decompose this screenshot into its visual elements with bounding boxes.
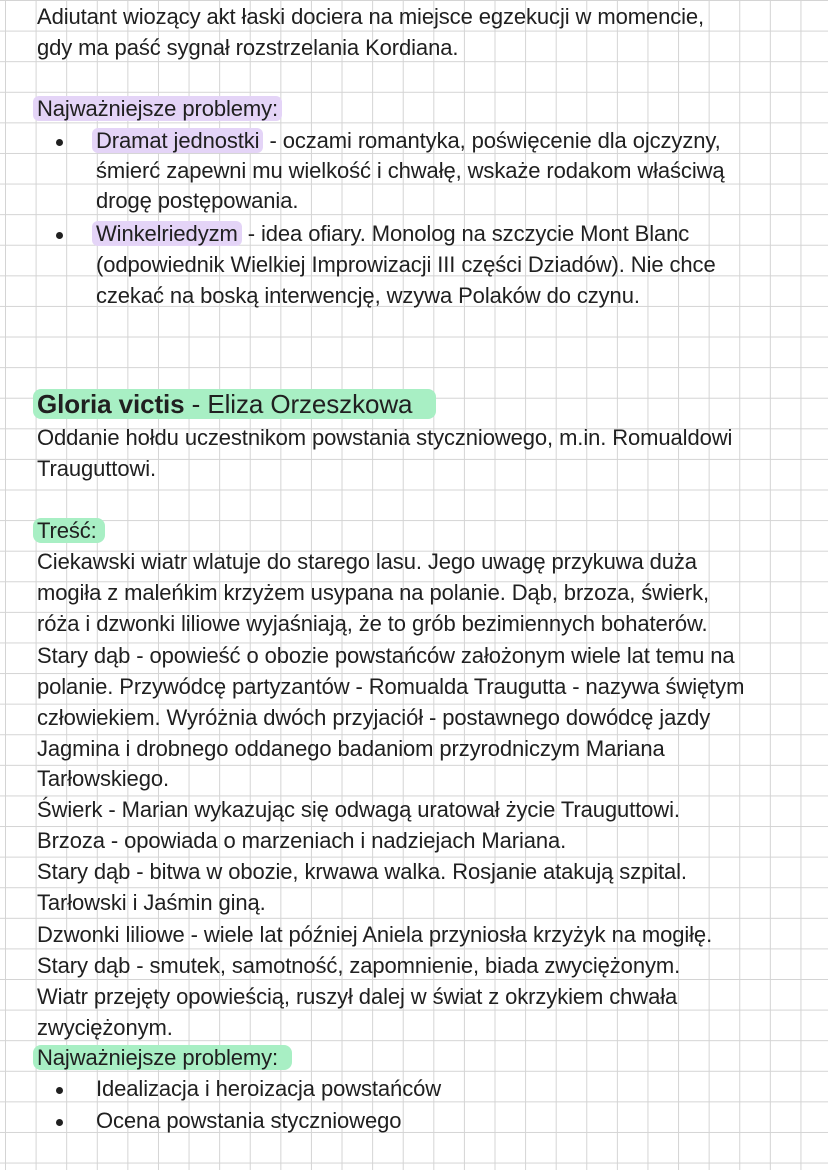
bullet-item-line: czekać na boską interwencję, wzywa Polaków do czynu. — [96, 283, 640, 308]
work-title-highlight — [33, 389, 436, 419]
content-line: Świerk - Marian wykazując się odwagą uratował życie Trauguttowi. — [37, 797, 680, 822]
content-line: Brzoza - opowiada o marzeniach i nadziejach Mariana. — [37, 828, 567, 853]
content-line: Stary dąb - bitwa w obozie, krwawa walka. Rosjanie atakują szpital. — [37, 859, 687, 884]
content-heading — [37, 516, 105, 546]
bullet-item-line: drogę postępowania. — [96, 188, 299, 213]
content-line: zwyciężonym. — [37, 1015, 173, 1040]
work-title — [37, 388, 436, 420]
intro-line: Oddanie hołdu uczestnikom powstania styczniowego, m.in. Romualdowi — [37, 425, 733, 450]
bullet-item-line — [96, 126, 721, 156]
bullet-dot — [56, 232, 63, 239]
content-line: róża i dzwonki liliowe wyjaśniają, że to grób bezimiennych bohaterów. — [37, 611, 708, 636]
intro-line: Trauguttowi. — [37, 456, 157, 481]
content-line: człowiekiem. Wyróżnia dwóch przyjaciół - postawnego dowódcę jazdy — [37, 705, 711, 730]
content-line: Stary dąb - smutek, samotność, zapomnienie, biada zwyciężonym. — [37, 953, 681, 978]
bullet-dot — [56, 1087, 63, 1094]
content-line: Jagmina i drobnego oddanego badaniom przyrodniczym Mariana — [37, 736, 665, 761]
bullet-term: Winkelriedyzm — [92, 221, 242, 246]
problems-heading — [37, 94, 282, 124]
bullet-item-line: (odpowiednik Wielkiej Improwizacji III części Dziadów). Nie chce — [96, 252, 716, 277]
problems-heading — [37, 1043, 292, 1073]
content-heading-text: Treść: — [33, 518, 105, 543]
bullet-item-line: Ocena powstania styczniowego — [96, 1108, 402, 1133]
content-line: Tarłowski i Jaśmin giną. — [37, 890, 266, 915]
content-line: Stary dąb - opowieść o obozie powstańców założonym wiele lat temu na — [37, 643, 735, 668]
problems-heading-text: Najważniejsze problemy: — [33, 1045, 292, 1070]
content-line: mogiła z maleńkim krzyżem usypana na polanie. Dąb, brzoza, świerk, — [37, 580, 710, 605]
bullet-text: - idea ofiary. Monolog na szczycie Mont Blanc — [241, 221, 690, 246]
bullet-dot — [56, 1119, 63, 1126]
bullet-item-line: Idealizacja i heroizacja powstańców — [96, 1076, 442, 1101]
bullet-item-line: śmierć zapewni mu wielkość i chwałę, wskaże rodakom właściwą — [96, 158, 725, 183]
content-line: Tarłowskiego. — [37, 766, 169, 791]
bullet-text: - oczami romantyka, poświęcenie dla ojczyzny, — [263, 128, 721, 153]
problems-heading-text: Najważniejsze problemy: — [33, 96, 282, 121]
bullet-term: Dramat jednostki — [92, 128, 263, 153]
bullet-item-line — [96, 219, 689, 249]
content-line: Wiatr przejęty opowieścią, ruszył dalej w świat z okrzykiem chwała — [37, 984, 678, 1009]
work-author: - Eliza Orzeszkowa — [184, 389, 413, 419]
intro-line: gdy ma paść sygnał rozstrzelania Kordiana. — [37, 35, 459, 60]
content-line: polanie. Przywódcę partyzantów - Romualda Traugutta - nazywa świętym — [37, 674, 745, 699]
content-line: Dzwonki liliowe - wiele lat później Aniela przyniosła krzyżyk na mogiłę. — [37, 922, 713, 947]
bullet-dot — [56, 139, 63, 146]
content-line: Ciekawski wiatr wlatuje do starego lasu. Jego uwagę przykuwa duża — [37, 549, 697, 574]
work-name: Gloria victis — [37, 389, 185, 419]
intro-line: Adiutant wiozący akt łaski dociera na miejsce egzekucji w momencie, — [37, 4, 705, 29]
